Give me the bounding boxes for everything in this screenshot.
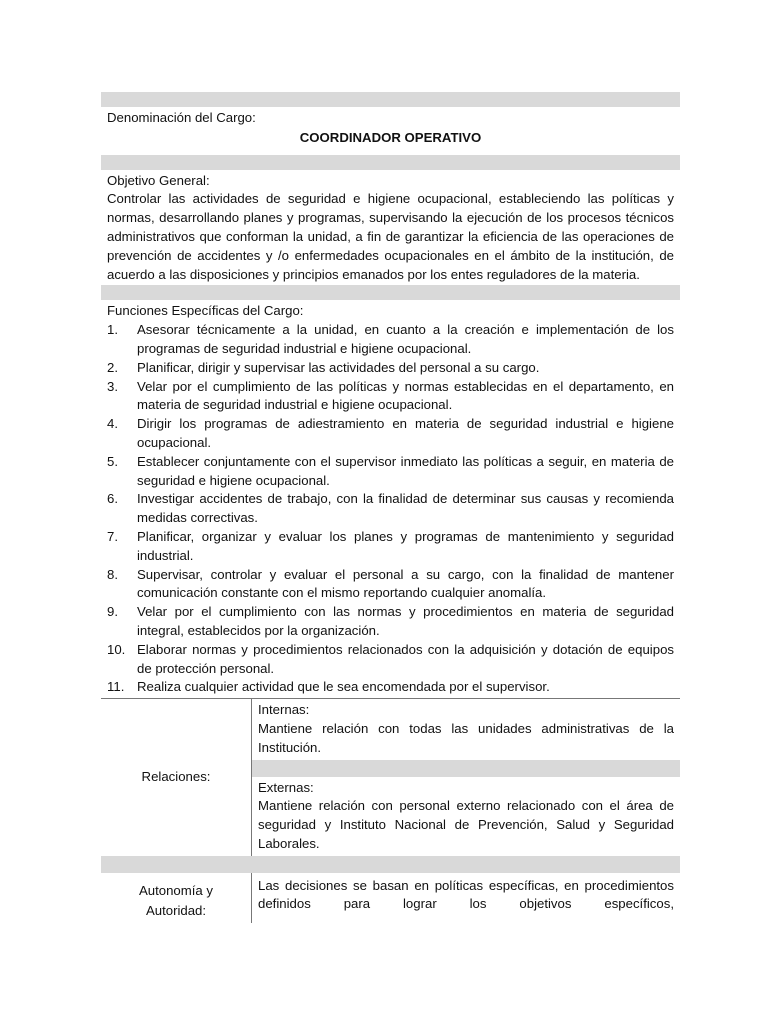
section-divider [252,760,680,777]
internas-label: Internas: [258,702,310,718]
section-divider [101,155,680,170]
list-item: 2. Planificar, dirigir y supervisar las actividades del personal a su cargo. [107,359,540,375]
internas-text: Mantiene relación con todas las unidades administrativas de la Institución. [258,720,674,755]
section-divider [101,856,680,873]
autonomia-label-line1: Autonomía y [138,882,214,898]
funciones-section [101,300,680,698]
autonomia-label [101,873,252,923]
cargo-section [101,107,680,149]
job-description-document [101,92,680,923]
list-item: 5. Establecer conjuntamente con el supervisor inmediato las políticas a seguir, en materia de seguridad e higiene ocupacional. [107,453,674,488]
cargo-label: Denominación del Cargo: [107,110,256,125]
externas-cell [252,777,680,856]
autonomia-label-line2: Autoridad: [145,902,207,918]
autonomia-row [101,873,680,923]
funciones-list [107,321,674,697]
list-item: 9. Velar por el cumplimiento con las normas y procedimientos en materia de seguridad integral, establecidos por la organización. [107,604,674,638]
cargo-title: COORDINADOR OPERATIVO [299,129,482,145]
list-item: 11. Realiza cualquier actividad que le sea encomendada por el supervisor. [107,679,550,695]
list-item: 10. Elaborar normas y procedimientos relacionados con la adquisición y dotación de equipos de protección personal. [107,641,674,676]
section-divider [101,92,680,107]
externas-label: Externas: [258,779,314,795]
internas-cell [252,699,680,759]
list-item: 3. Velar por el cumplimiento de las políticas y normas establecidas en el departamento, en materia de seguridad industrial e higiene ocupacional. [107,378,674,413]
section-divider [101,285,680,300]
objetivo-text: Controlar las actividades de seguridad e higiene ocupacional, estableciendo las políticas y normas, desarrollando planes y programas, supervisando la ejecución de los procesos técnicos administrativos que conforman la unidad, a fin de garantizar la eficiencia de las operaciones de prevención de accidentes y /o enfermedades ocupacionales en el ámbito de la institución, de acuerdo a las disposiciones y principios emanados por los entes reguladores de la materia. [107,191,674,282]
autonomia-text: Las decisiones se basan en políticas específicas, en procedimientos definidos para lograr los objetivos específicos, [258,877,674,912]
relaciones-label: Relaciones: [101,699,252,856]
list-item: 6. Investigar accidentes de trabajo, con la finalidad de determinar sus causas y recomienda medidas correctivas. [107,491,674,526]
list-item: 1. Asesorar técnicamente a la unidad, en cuanto a la creación e implementación de los programas de seguridad industrial e higiene ocupacional. [107,322,674,356]
objetivo-label: Objetivo General: [107,172,210,188]
list-item: 8. Supervisar, controlar y evaluar el personal a su cargo, con la finalidad de mantener comunicación constante con el mismo reportando cualquier anomalía. [107,566,674,601]
funciones-label: Funciones Específicas del Cargo: [107,303,304,319]
relaciones-table [101,698,680,856]
externas-text: Mantiene relación con personal externo relacionado con el área de seguridad y Instituto Nacional de Prevención, Salud y Seguridad Laborales. [258,798,674,851]
objetivo-section [101,170,680,286]
list-item: 7. Planificar, organizar y evaluar los planes y programas de mantenimiento y seguridad industrial. [107,528,674,563]
list-item: 4. Dirigir los programas de adiestramiento en materia de seguridad industrial e higiene ocupacional. [107,416,674,450]
relaciones-content [252,699,680,856]
